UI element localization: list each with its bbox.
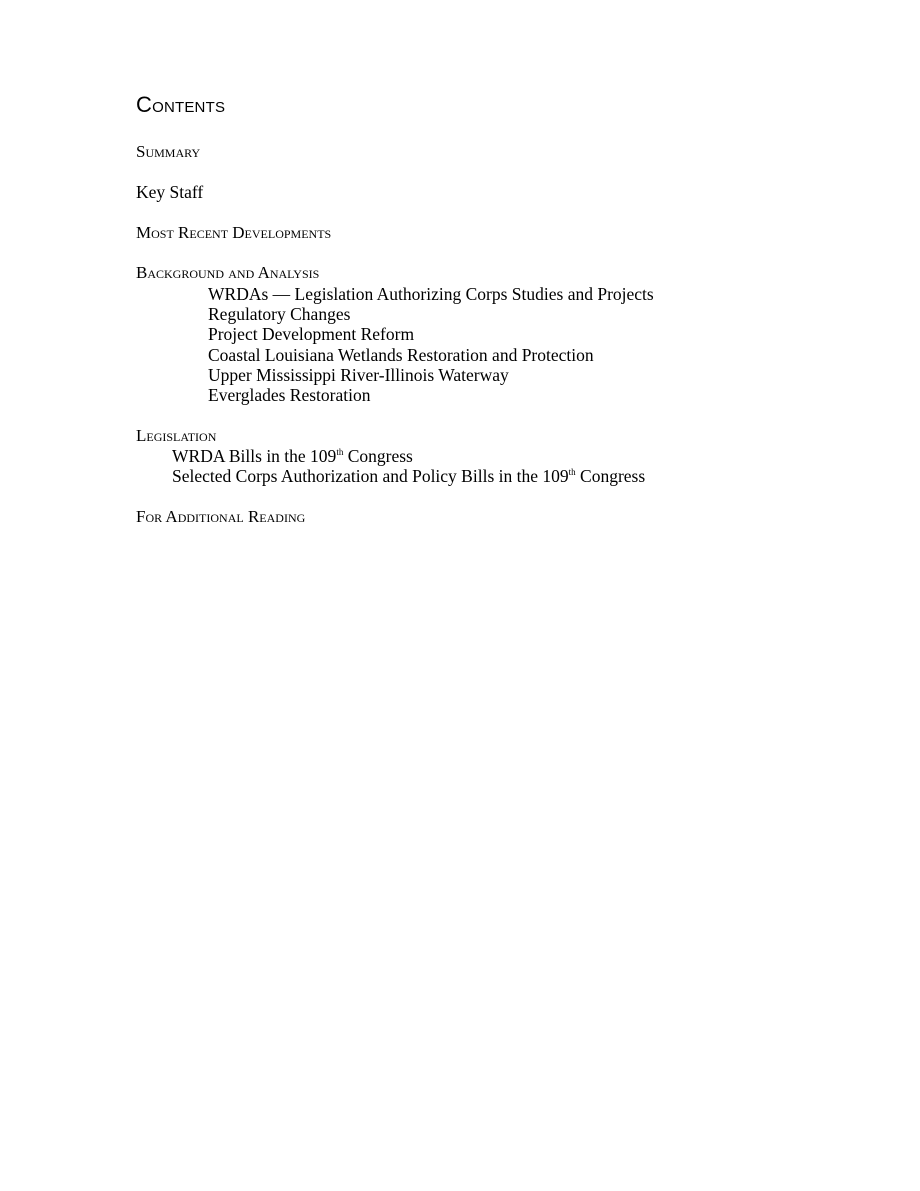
toc-subentry-text: Congress [575, 466, 646, 486]
toc-subentry-everglades-restoration[interactable]: Everglades Restoration [208, 385, 371, 405]
toc-subentry-project-development-reform[interactable]: Project Development Reform [208, 324, 415, 344]
toc-subentry-wrda-bills[interactable] [172, 446, 413, 466]
toc-subentry-text: WRDA Bills in the 109 [172, 446, 337, 466]
toc-entry-key-staff[interactable]: Key Staff [136, 182, 204, 202]
toc-subentry-text: Congress [343, 446, 413, 466]
toc-entry-background-and-analysis[interactable]: Background and Analysis [136, 263, 320, 282]
toc-entry-for-additional-reading[interactable]: For Additional Reading [136, 507, 306, 526]
ordinal-suffix: th [336, 447, 344, 458]
page-title: Contents [136, 92, 226, 117]
toc-subentry-text: Selected Corps Authorization and Policy Bills in the 109 [172, 466, 569, 486]
toc-subentry-coastal-louisiana[interactable]: Coastal Louisiana Wetlands Restoration and Protection [208, 345, 594, 365]
toc-entry-summary[interactable]: Summary [136, 142, 201, 161]
toc-subentry-selected-corps-bills[interactable] [172, 466, 645, 486]
toc-entry-most-recent-developments[interactable]: Most Recent Developments [136, 223, 332, 242]
ordinal-suffix: th [568, 467, 576, 478]
toc-subentry-upper-mississippi[interactable]: Upper Mississippi River-Illinois Waterway [208, 365, 509, 385]
toc-entry-legislation[interactable]: Legislation [136, 426, 217, 445]
toc-subentry-regulatory-changes[interactable]: Regulatory Changes [208, 304, 351, 324]
toc-subentry-wrdas[interactable]: WRDAs — Legislation Authorizing Corps Studies and Projects [208, 284, 654, 304]
